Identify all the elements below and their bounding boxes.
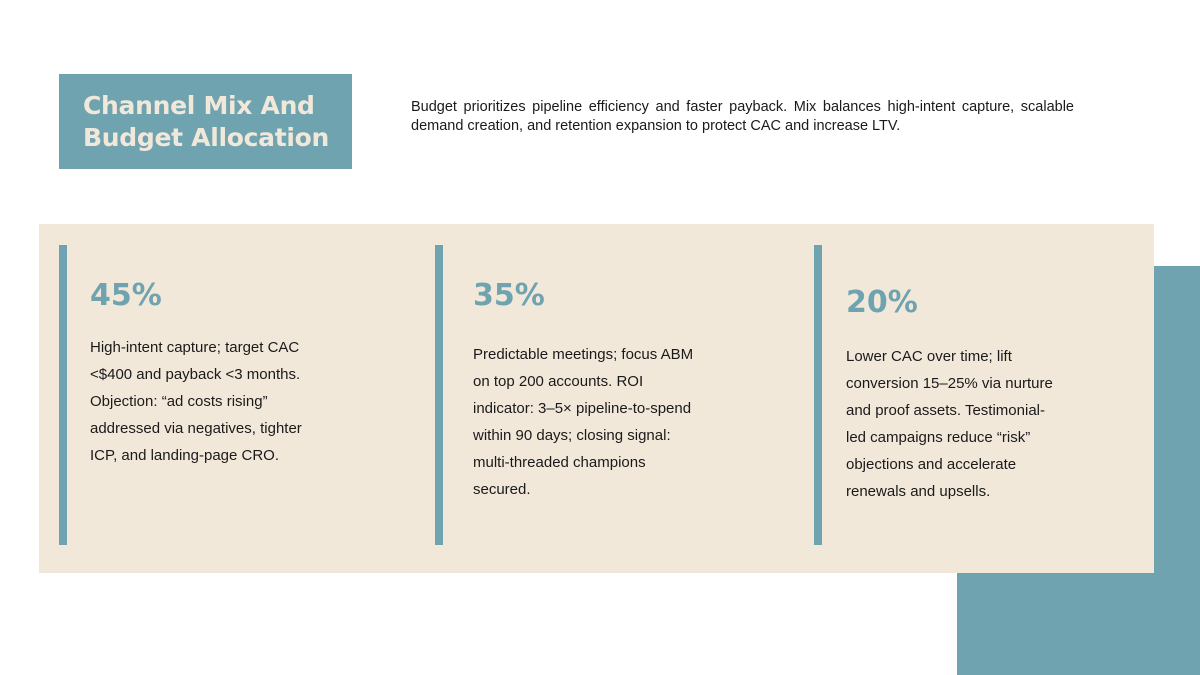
intro-text: Budget prioritizes pipeline efficiency and faster payback. Mix balances high-intent capture, scalable demand creation, and retention expansion to protect CAC and increase LTV. xyxy=(411,99,1074,134)
card-description: Lower CAC over time; lift conversion 15–25% via nurture and proof assets. Testimonial-led campaigns reduce “risk” objections and accelerate renewals and upsells. xyxy=(846,348,1053,500)
card-description: High-intent capture; target CAC <$400 and payback <3 months. Objection: “ad costs rising” addressed via negatives, tighter ICP, and landing-page CRO. xyxy=(90,339,302,464)
allocation-panel xyxy=(39,224,1154,573)
card-accent-bar xyxy=(814,245,822,545)
card-percent: 35% xyxy=(473,278,545,313)
card-accent-bar xyxy=(59,245,67,545)
card-percent: 20% xyxy=(846,285,918,320)
card-percent: 45% xyxy=(90,278,162,313)
card-description: Predictable meetings; focus ABM on top 200 accounts. ROI indicator: 3–5× pipeline-to-spend within 90 days; closing signal: multi-threaded champions secured. xyxy=(473,346,694,498)
page-title: Channel Mix And Budget Allocation xyxy=(83,91,329,152)
title-box xyxy=(59,74,352,169)
card-accent-bar xyxy=(435,245,443,545)
